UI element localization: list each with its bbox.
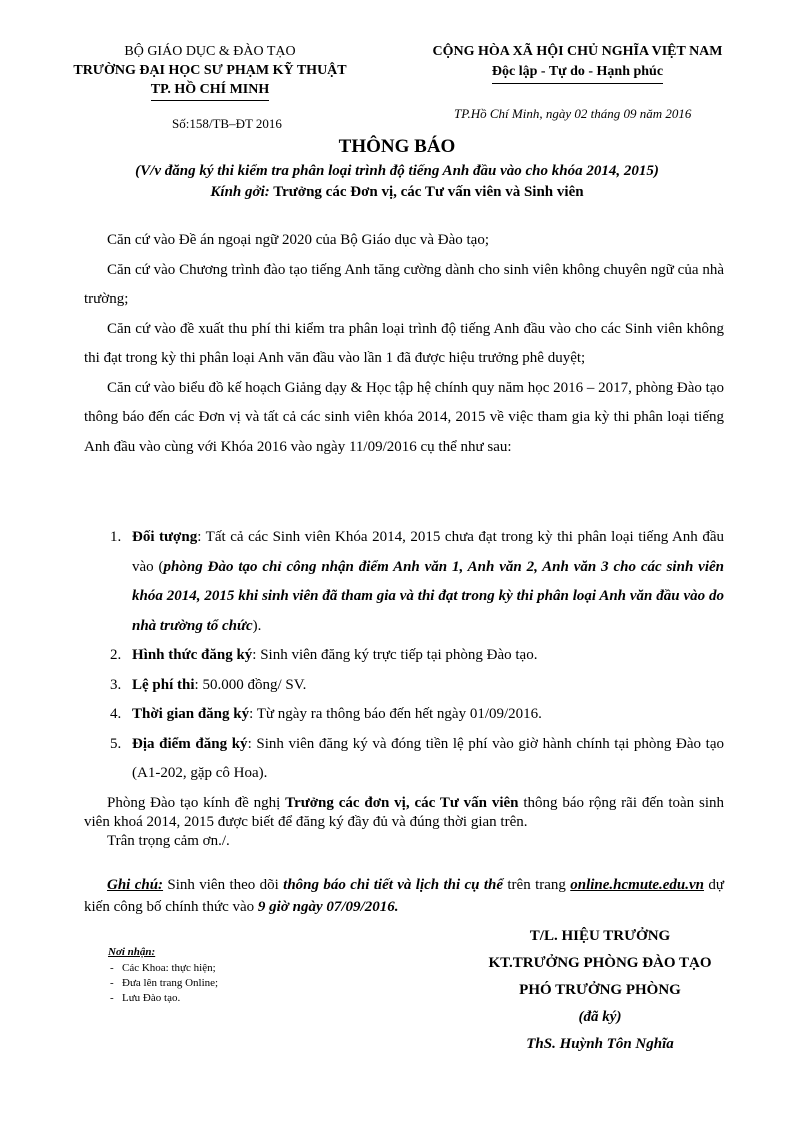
item-number: 3. <box>110 676 122 693</box>
item-text: : 50.000 đồng/ SV. <box>194 676 307 693</box>
national-motto: Độc lập - Tự do - Hạnh phúc <box>492 62 663 84</box>
note-label: Ghi chú: <box>107 877 164 893</box>
list-item <box>110 671 724 701</box>
addressee-line <box>0 184 794 201</box>
note-section <box>84 874 724 918</box>
item-number: 1. <box>110 529 122 545</box>
item-number: 5. <box>110 735 122 752</box>
item-number: 2. <box>110 647 122 663</box>
preamble-paragraph: Căn cứ vào biểu đồ kế hoạch Giảng dạy & Học tập hệ chính quy năm học 2016 – 2017, phòng Đào tạo thông báo đến các Đơn vị và tất cả các sinh viên khóa 2014, 2015 về việc tham gia kỳ thi phân loại tiếng Anh đầu vào cùng với Khóa 2016 vào ngày 11/09/2016 cụ thể như sau: <box>84 379 724 455</box>
item-label: Hình thức đăng ký <box>132 647 253 663</box>
announcement-time: 9 giờ ngày 07/09/2016. <box>257 899 399 915</box>
addressee-label: Kính gởi: <box>210 184 270 200</box>
signer-position: PHÓ TRƯỞNG PHÒNG <box>519 982 681 998</box>
item-label: Đối tượng <box>132 529 198 545</box>
note-emphasis: thông báo chi tiết và lịch thi cụ thể <box>283 877 504 893</box>
item-text: : Từ ngày ra thông báo đến hết ngày 01/09/2016. <box>249 706 542 722</box>
recipient-item: - Đưa lên trang Online; <box>108 976 218 991</box>
item-text: : Tất cả các Sinh viên Khóa 2014, 2015 chưa đạt trong kỳ thi phân loại tiếng Anh đầu vào ( <box>132 529 724 575</box>
list-item <box>110 523 724 641</box>
item-text: : Sinh viên đăng ký trực tiếp tại phòng Đào tạo. <box>252 647 538 663</box>
closing-request: Phòng Đào tạo kính đề nghị Trưởng các đơn vị, các Tư vấn viên thông báo rộng rãi đến toàn sinh viên khoá 2014, 2015 được biết để đăng ký đầy đủ và đúng thời gian trên. <box>84 795 724 830</box>
item-emphasis: phòng Đào tạo chỉ công nhận điểm Anh văn 1, Anh văn 2, Anh văn 3 cho các sinh viên khóa 2014, 2015 khi sinh viên đã tham gia và thi đạt trong kỳ thi phân loại Anh văn đầu vào do nhà trường tổ chức <box>132 558 724 634</box>
place-date: TP.Hồ Chí Minh, ngày 02 tháng 09 năm 2016 <box>454 106 692 121</box>
note-paragraph: Ghi chú: Sinh viên theo dõi thông báo chi tiết và lịch thi cụ thể trên trang online.hcmute.edu.vn dự kiến công bố chính thức vào 9 giờ ngày 07/09/2016. <box>84 877 725 915</box>
signature-block <box>430 923 770 1058</box>
signer-department: KT.TRƯỞNG PHÒNG ĐÀO TẠO <box>488 955 712 971</box>
city-name: TP. HỒ CHÍ MINH <box>151 80 270 101</box>
recipient-item: - Lưu Đào tạo. <box>108 991 218 1006</box>
preamble <box>84 226 724 462</box>
recipient-item: - Các Khoa: thực hiện; <box>108 961 218 976</box>
addressee-value: Trưởng các Đơn vị, các Tư vấn viên và Sinh viên <box>269 184 584 200</box>
closing-addressees: Trưởng các đơn vị, các Tư vấn viên <box>285 795 519 811</box>
preamble-paragraph: Căn cứ vào đề xuất thu phí thi kiểm tra phân loại trình độ tiếng Anh đầu vào cho các Sinh viên không thi đạt trong kỳ thi phân loại Anh văn đầu vào lần 1 đã được hiệu trưởng phê duyệt; <box>84 320 724 366</box>
website-link[interactable]: online.hcmute.edu.vn <box>570 877 705 893</box>
signer-authority: T/L. HIỆU TRƯỞNG <box>529 928 671 944</box>
document-subject: (V/v đăng ký thi kiểm tra phân loại trình độ tiếng Anh đầu vào cho khóa 2014, 2015) <box>135 163 659 179</box>
list-item <box>110 700 724 730</box>
country-name: CỘNG HÒA XÃ HỘI CHỦ NGHĨA VIỆT NAM <box>432 44 723 59</box>
item-text: : Sinh viên đăng ký và đóng tiền lệ phí vào giờ hành chính tại phòng Đào tạo (A1-202, gặp cô Hoa). <box>132 735 724 781</box>
school-name: TRƯỜNG ĐẠI HỌC SƯ PHẠM KỸ THUẬT <box>73 63 347 78</box>
preamble-paragraph: Căn cứ vào Chương trình đào tạo tiếng Anh tăng cường dành cho sinh viên không chuyên ngữ của nhà trường; <box>84 261 724 307</box>
preamble-paragraph: Căn cứ vào Đề án ngoại ngữ 2020 của Bộ Giáo dục và Đào tạo; <box>107 232 489 248</box>
closing-thanks: Trân trọng cảm ơn./. <box>107 833 230 849</box>
list-item <box>110 730 724 789</box>
issuer-block <box>60 42 360 101</box>
list-item <box>110 641 724 671</box>
signed-mark: (đã ký) <box>578 1009 622 1025</box>
document-number: Số:158/TB–ĐT 2016 <box>172 116 282 131</box>
item-number: 4. <box>110 706 122 722</box>
ministry-name: BỘ GIÁO DỤC & ĐÀO TẠO <box>124 44 296 59</box>
recipients-block <box>108 945 218 1006</box>
recipients-heading: Nơi nhận: <box>108 946 156 958</box>
item-label: Địa điểm đăng ký <box>132 735 248 752</box>
document-title: THÔNG BÁO <box>338 136 456 157</box>
signer-name: ThS. Huỳnh Tôn Nghĩa <box>526 1036 674 1052</box>
closing-paragraphs <box>84 794 724 851</box>
item-tail: ). <box>252 617 262 634</box>
national-header <box>400 42 755 84</box>
item-label: Thời gian đăng ký <box>132 706 250 722</box>
item-label: Lệ phí thi <box>132 676 195 693</box>
registration-details-list <box>110 523 724 789</box>
